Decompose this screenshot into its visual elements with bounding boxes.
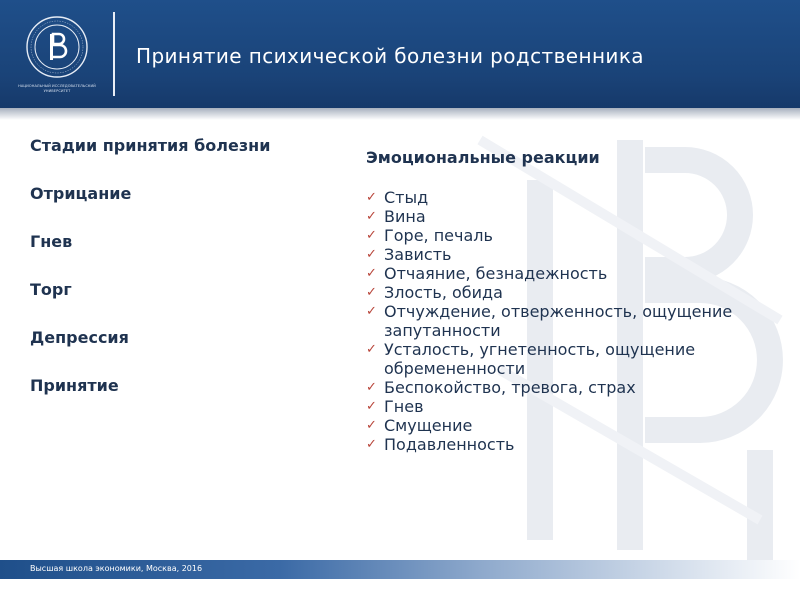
list-item <box>366 416 776 435</box>
emotion-label: Беспокойство, тревога, страх <box>384 378 636 397</box>
emotion-label: Гнев <box>384 397 424 416</box>
stage-item: Гнев <box>30 232 73 251</box>
list-item <box>366 226 776 245</box>
list-item <box>366 302 776 340</box>
list-item <box>366 283 776 302</box>
emotions-column <box>366 148 776 454</box>
list-item <box>366 435 776 454</box>
stage-item: Отрицание <box>30 184 132 203</box>
checkmark-icon: ✓ <box>366 342 377 357</box>
emotions-heading: Эмоциональные реакции <box>366 148 600 167</box>
emotions-list <box>366 188 776 454</box>
checkmark-icon: ✓ <box>366 190 377 205</box>
header-shadow <box>0 108 800 120</box>
list-item <box>366 188 776 207</box>
list-item <box>366 264 776 283</box>
checkmark-icon: ✓ <box>366 228 377 243</box>
checkmark-icon: ✓ <box>366 247 377 262</box>
stages-heading: Стадии принятия болезни <box>30 136 271 155</box>
stages-column <box>30 136 330 395</box>
checkmark-icon: ✓ <box>366 304 377 319</box>
emotion-label: Злость, обида <box>384 283 503 302</box>
list-item <box>366 397 776 416</box>
checkmark-icon: ✓ <box>366 418 377 433</box>
footer-text: Высшая школа экономики, Москва, 2016 <box>30 564 203 573</box>
hse-emblem-icon <box>12 12 102 84</box>
checkmark-icon: ✓ <box>366 285 377 300</box>
emotion-label: Подавленность <box>384 435 515 454</box>
checkmark-icon: ✓ <box>366 209 377 224</box>
page-title: Принятие психической болезни родственника <box>136 44 644 68</box>
emotion-label: Вина <box>384 207 426 226</box>
list-item <box>366 340 776 378</box>
emotion-label: Усталость, угнетенность, ощущение обремененности <box>384 340 696 378</box>
list-item <box>366 245 776 264</box>
footer-band <box>0 560 800 579</box>
stage-item: Депрессия <box>30 328 129 347</box>
logo-caption: НАЦИОНАЛЬНЫЙ ИССЛЕДОВАТЕЛЬСКИЙ УНИВЕРСИТЕТ <box>18 84 96 93</box>
emotion-label: Горе, печаль <box>384 226 493 245</box>
checkmark-icon: ✓ <box>366 437 377 452</box>
emotion-label: Зависть <box>384 245 452 264</box>
emotion-label: Смущение <box>384 416 473 435</box>
header-divider <box>113 12 115 96</box>
emotion-label: Стыд <box>384 188 429 207</box>
emotion-label: Отчаяние, безнадежность <box>384 264 608 283</box>
list-item <box>366 207 776 226</box>
checkmark-icon: ✓ <box>366 399 377 414</box>
university-logo <box>12 12 102 98</box>
stage-item: Принятие <box>30 376 119 395</box>
list-item <box>366 378 776 397</box>
checkmark-icon: ✓ <box>366 380 377 395</box>
checkmark-icon: ✓ <box>366 266 377 281</box>
stage-item: Торг <box>30 280 72 299</box>
header-band <box>0 0 800 108</box>
emotion-label: Отчуждение, отверженность, ощущение запутанности <box>384 302 733 340</box>
